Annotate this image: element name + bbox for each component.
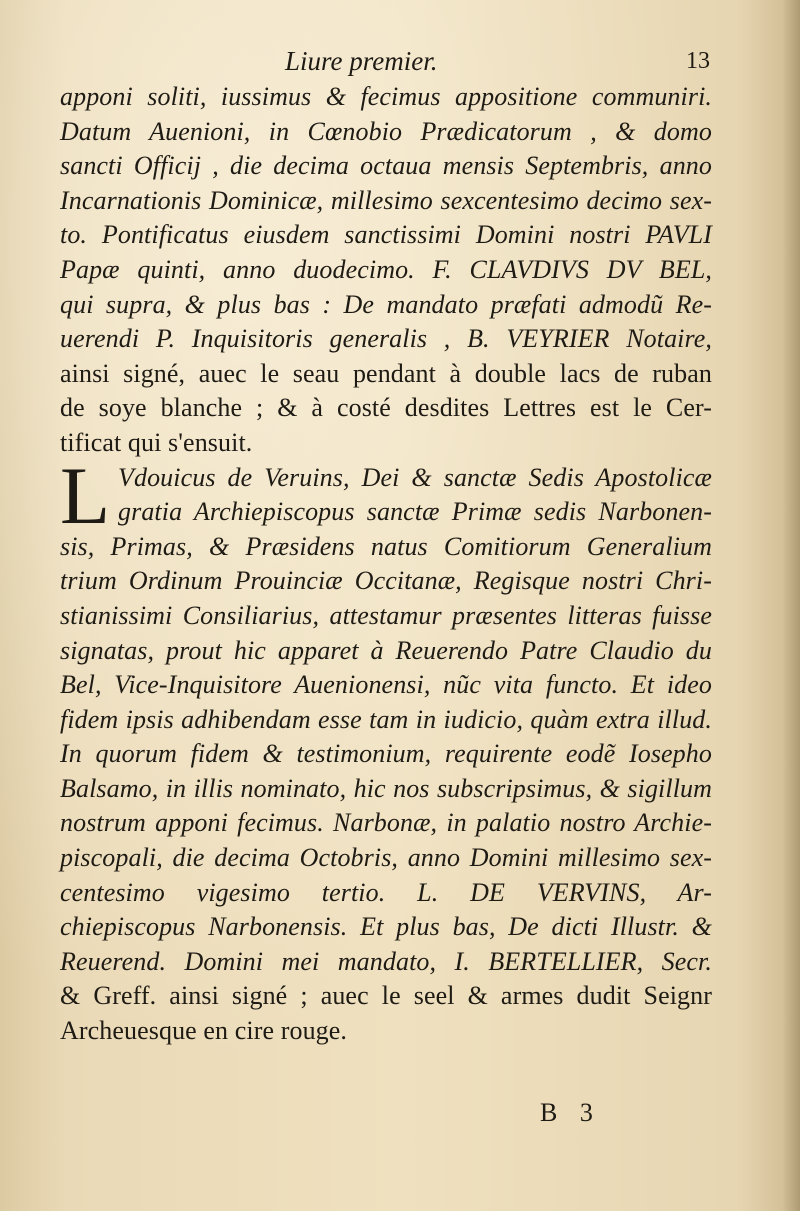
text-line: nostrum apponi fecimus. Narbonæ, in palatio nostro Archie- [60,808,712,838]
text-line: uerendi P. Inquisitoris generalis , B. VEYRIER Notaire, [60,324,712,354]
text-line: Vdouicus de Veruins, Dei & sanctæ Sedis Apostolicæ [118,462,712,492]
signature-mark: B 3 [540,1098,601,1127]
text-line: qui supra, & plus bas : De mandato præfati admodũ Re- [60,289,712,319]
text-line: trium Ordinum Prouinciæ Occitanæ, Regisque nostri Chri- [60,566,712,596]
text-line: Reuerend. Domini mei mandato, I. BERTELLIER, Secr. [60,946,712,976]
page-header [60,42,710,82]
certificate-paragraph [60,449,712,1049]
text-line: chiepiscopus Narbonensis. Et plus bas, De dicti Illustr. & [60,912,712,942]
text-line: Datum Auenioni, in Cœnobio Prædicatorum , & domo [60,116,712,146]
text-line: piscopali, die decima Octobris, anno Domini millesimo sex- [60,843,712,873]
text-line: to. Pontificatus eiusdem sanctissimi Domini nostri PAVLI [60,220,712,250]
body-text [60,80,712,1049]
text-line: signatas, prout hic apparet à Reuerendo Patre Claudio du [60,635,712,665]
running-title: Liure premier. [285,46,438,76]
text-line: Papæ quinti, anno duodecimo. F. CLAVDIVS DV BEL, [60,254,712,284]
text-line: centesimo vigesimo tertio. L. DE VERVINS, Ar- [60,877,712,907]
text-line: Archeuesque en cire rouge. [60,1016,348,1046]
text-line: fidem ipsis adhibendam esse tam in iudicio, quàm extra illud. [60,704,712,734]
text-line: sancti Officij , die decima octaua mensis Septembris, anno [60,151,712,181]
text-line: Bel, Vice-Inquisitore Auenionensi, nũc vita functo. Et ideo [60,670,712,700]
text-line: Balsamo, in illis nominato, hic nos subscripsimus, & sigillum [60,773,712,803]
text-line: gratia Archiepiscopus sanctæ Primæ sedis Narbonen- [118,497,712,527]
text-line: ainsi signé, auec le seau pendant à double lacs de ruban [60,358,712,388]
drop-cap: L [60,449,111,541]
text-line: Incarnationis Dominicæ, millesimo sexcentesimo decimo sex- [60,185,712,215]
text-line: sis, Primas, & Præsidens natus Comitiorum Generalium [60,531,712,561]
text-line: In quorum fidem & testimonium, requirente eodẽ Iosepho [60,739,712,769]
text-line: & Greff. ainsi signé ; auec le seel & armes dudit Seignr [60,981,712,1011]
page-edge-shadow [782,0,800,1211]
text-line: apponi soliti, iussimus & fecimus appositione communiri. [60,82,712,111]
text-line: tificat qui s'ensuit. [60,427,253,457]
text-line: stianissimi Consiliarius, attestamur præsentes litteras fuisse [60,600,712,630]
page-number: 13 [686,48,710,74]
text-line: de soye blanche ; & à costé desdites Lettres est le Cer- [60,393,712,423]
